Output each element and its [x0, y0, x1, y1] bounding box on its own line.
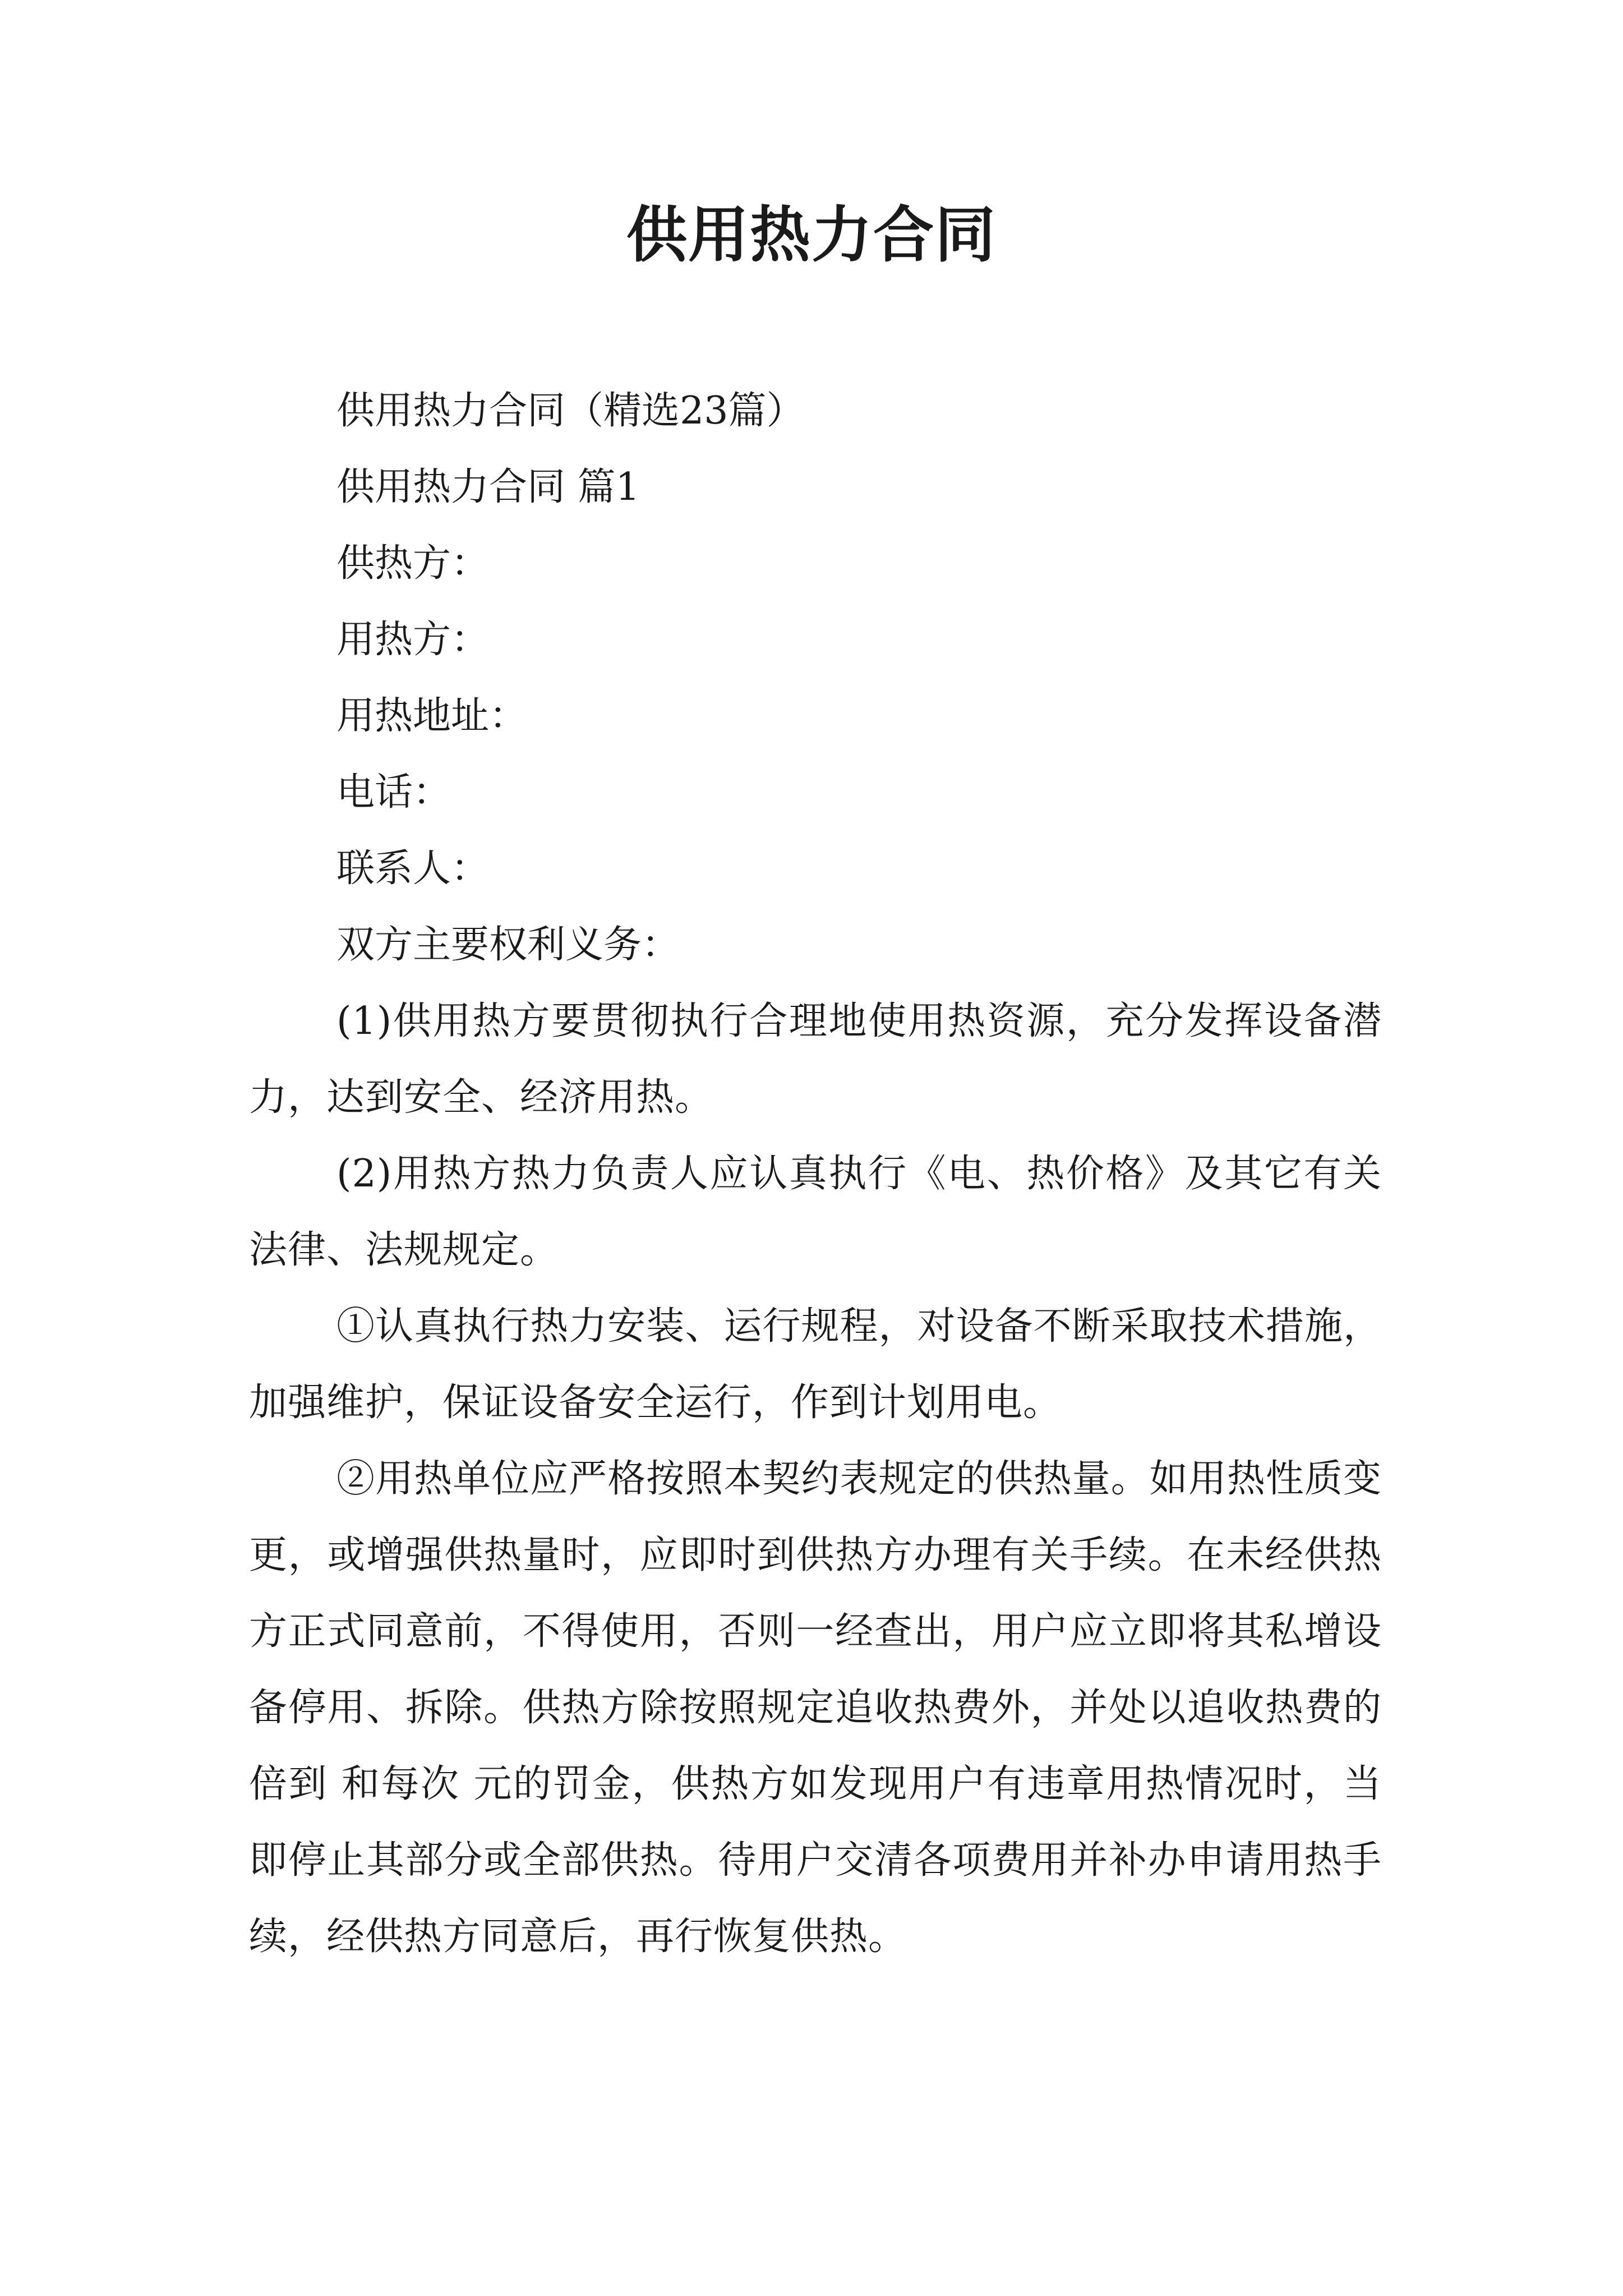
paragraph-1: (1)供用热方要贯彻执行合理地使用热资源，充分发挥设备潜力，达到安全、经济用热。	[249, 999, 1382, 1120]
field-contact: 联系人：	[336, 846, 490, 891]
paragraph-4: ②用热单位应严格按照本契约表规定的供热量。如用热性质变更，或增强供热量时，应即时到供热方办理有关手续。在未经供热方正式同意前，不得使用，否则一经查出，用户应立即将其私增设备停用、拆除。供热方除按照规定追收热费外，并处以追收热费的 倍到 和每次 元的罚金，供热方如发现用户有违章用热情况时，当即停止其部分或全部供热。待用户交清各项费用并补办申请用热手续，经供热方同意后，再行恢复供热。	[249, 1457, 1382, 1959]
section-heading: 供用热力合同 篇1	[336, 465, 640, 509]
field-heat-address: 用热地址：	[336, 694, 528, 738]
rights-heading: 双方主要权利义务：	[336, 923, 680, 967]
field-heat-supplier: 供热方：	[336, 541, 490, 586]
paragraph-2: (2)用热方热力负责人应认真执行《电、热价格》及其它有关法律、法规规定。	[249, 1152, 1382, 1272]
document-body	[249, 373, 1382, 1975]
document-subtitle: 供用热力合同（精选23篇）	[336, 389, 805, 433]
paragraph-3: ①认真执行热力安装、运行规程，对设备不断采取技术措施，加强维护，保证设备安全运行，作到计划用电。	[249, 1304, 1382, 1425]
field-heat-user: 用热方：	[336, 618, 490, 662]
document-title: 供用热力合同	[626, 200, 997, 270]
field-phone: 电话：	[336, 770, 451, 815]
